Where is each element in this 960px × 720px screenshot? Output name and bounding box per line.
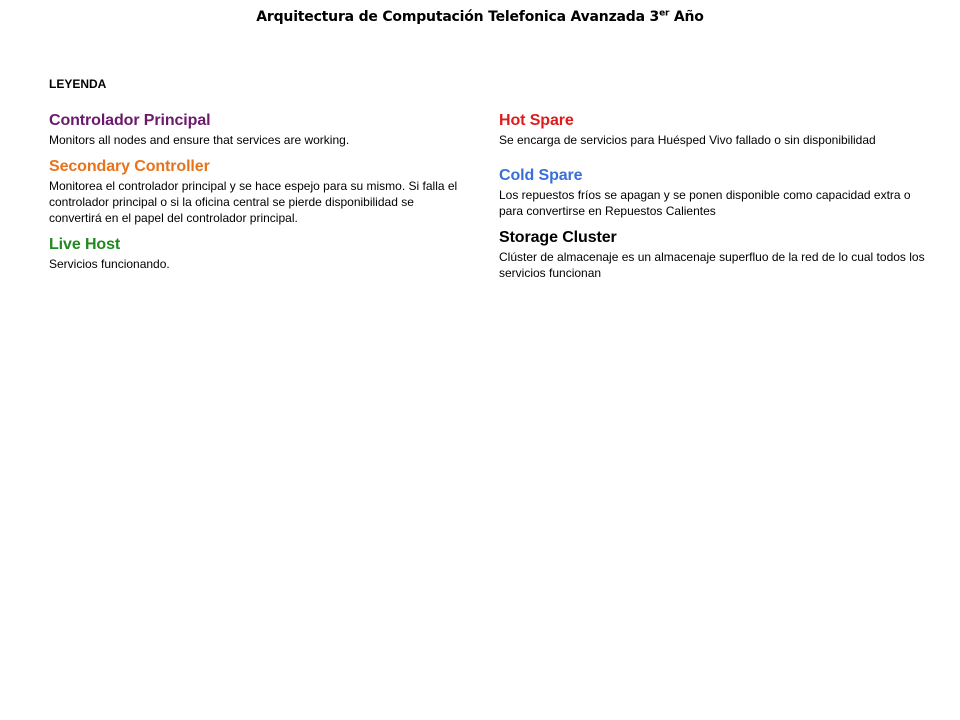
legend-column-left: [49, 111, 461, 272]
entry-description-secondary-controller: Monitorea el controlador principal y se hace espejo para su mismo. Si falla el controlador principal o si la oficina central se pierde disponibilidad se convertirá en el papel del controlador principal.: [49, 179, 458, 225]
page-title-superscript: er: [659, 8, 670, 19]
legend-entry-cold-spare: [499, 166, 929, 219]
legend-entry-live-host: [49, 235, 461, 272]
page-title: [0, 6, 960, 28]
legend-entry-controlador-principal: [49, 111, 461, 148]
entry-description-controlador-principal: Monitors all nodes and ensure that services are working.: [49, 133, 350, 147]
entry-heading-storage-cluster: Storage Cluster: [499, 229, 617, 246]
entry-heading-secondary-controller: Secondary Controller: [49, 158, 210, 175]
page-title-main: Arquitectura de Computación Telefonica Avanzada 3: [256, 9, 660, 25]
entry-description-storage-cluster: Clúster de almacenaje es un almacenaje superfluo de la red de lo cual todos los servicios funcionan: [499, 250, 925, 280]
page-title-end: Año: [669, 9, 704, 25]
legend-entry-secondary-controller: [49, 157, 461, 226]
legend-column-right: [499, 111, 929, 281]
legend-entry-storage-cluster: [499, 228, 929, 281]
entry-description-cold-spare: Los repuestos fríos se apagan y se ponen disponible como capacidad extra o para convertirse en Repuestos Calientes: [499, 188, 911, 218]
entry-heading-hot-spare: Hot Spare: [499, 112, 574, 129]
entry-heading-live-host: Live Host: [49, 236, 121, 253]
entry-heading-controlador-principal: Controlador Principal: [49, 112, 211, 129]
legend-label: LEYENDA: [49, 77, 107, 91]
legend-entry-hot-spare: [499, 111, 929, 148]
entry-description-live-host: Servicios funcionando.: [49, 257, 170, 271]
entry-description-hot-spare: Se encarga de servicios para Huésped Vivo fallado o sin disponibilidad: [499, 133, 876, 147]
entry-heading-cold-spare: Cold Spare: [499, 167, 583, 184]
